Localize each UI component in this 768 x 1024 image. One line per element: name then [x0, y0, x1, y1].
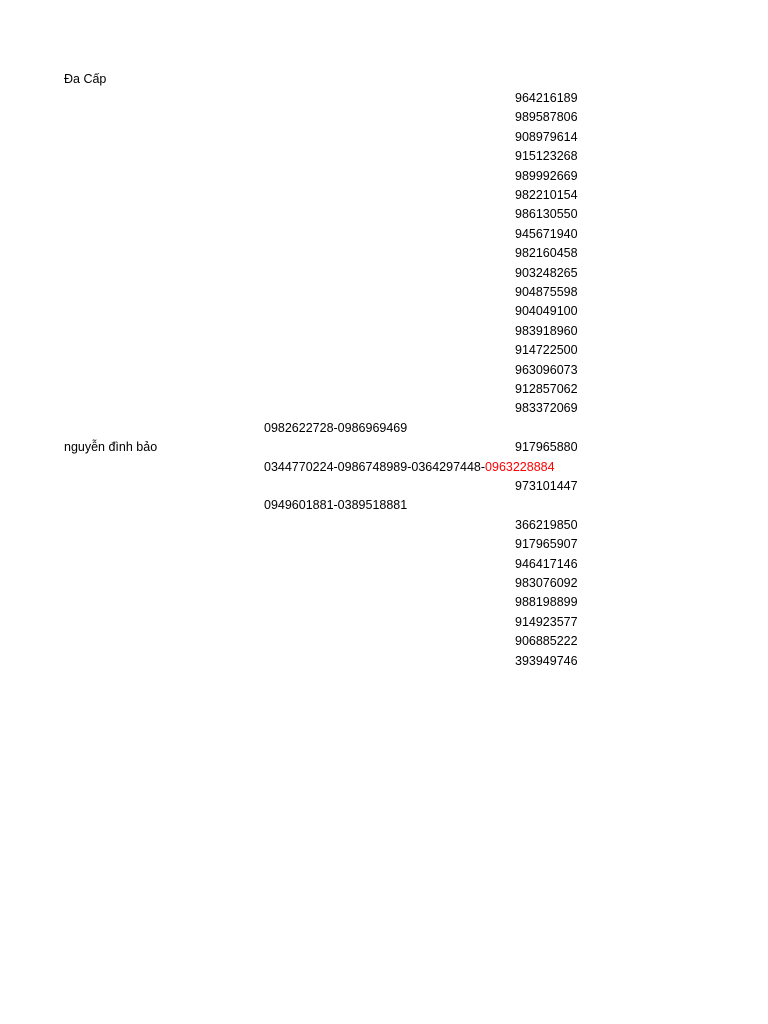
- number-cell: 914722500: [515, 343, 578, 358]
- number-cell: 983918960: [515, 323, 578, 338]
- number-cell: 912857062: [515, 382, 578, 396]
- sheet-row: [0, 477, 768, 496]
- sheet-row: [0, 361, 768, 380]
- number-cell: 903248265: [515, 265, 578, 280]
- number-cell: 988198899: [515, 595, 578, 610]
- sheet-row: [0, 186, 768, 205]
- number-cell: 989587806: [515, 110, 578, 125]
- sheet-row: [0, 496, 768, 515]
- sheet-row: [0, 632, 768, 651]
- highlighted-phone: 0963228884: [485, 459, 555, 474]
- sheet-row: [0, 70, 768, 89]
- number-cell: 904875598: [515, 285, 578, 299]
- sheet-row: [0, 613, 768, 632]
- sheet-row: [0, 438, 768, 457]
- number-cell: 963096073: [515, 362, 578, 377]
- number-cell: 946417146: [515, 556, 578, 571]
- number-cell: 904049100: [515, 304, 578, 319]
- sheet-row: [0, 399, 768, 418]
- sheet-row: [0, 341, 768, 360]
- sheet-row: [0, 380, 768, 399]
- number-cell: 973101447: [515, 479, 578, 493]
- sheet-row: [0, 264, 768, 283]
- number-cell: 964216189: [515, 91, 578, 105]
- sheet-row: [0, 322, 768, 341]
- sheet-row: [0, 593, 768, 612]
- number-cell: 915123268: [515, 149, 578, 164]
- sheet-row: [0, 516, 768, 535]
- number-cell: 983372069: [515, 401, 578, 416]
- number-cell: 983076092: [515, 576, 578, 590]
- number-cell: 989992669: [515, 168, 578, 183]
- sheet-row: [0, 205, 768, 224]
- sheet-row: [0, 302, 768, 321]
- phone-group-text: 0344770224-0986748989-0364297448-: [264, 459, 486, 474]
- sheet-row: [0, 458, 768, 477]
- sheet-row: [0, 167, 768, 186]
- sheet-row: [0, 555, 768, 574]
- sheet-row: [0, 244, 768, 263]
- number-cell: 393949746: [515, 653, 578, 668]
- number-cell: 986130550: [515, 207, 578, 222]
- sheet-row: [0, 225, 768, 244]
- number-cell: 982210154: [515, 188, 578, 202]
- sheet-row: [0, 108, 768, 127]
- number-cell: 366219850: [515, 517, 578, 532]
- name-label: nguyễn đình bảo: [64, 440, 158, 455]
- phone-group-cell: [264, 458, 555, 477]
- sheet-row: [0, 89, 768, 108]
- phone-group-cell: 0982622728-0986969469: [264, 420, 408, 435]
- sheet-row: [0, 419, 768, 438]
- number-cell: 945671940: [515, 226, 578, 241]
- sheet-row: [0, 574, 768, 593]
- header-label: Đa Cấp: [64, 71, 107, 86]
- sheet-row: [0, 128, 768, 147]
- sheet-row: [0, 283, 768, 302]
- number-cell: 906885222: [515, 634, 578, 649]
- phone-group-cell: 0949601881-0389518881: [264, 498, 408, 513]
- sheet-row: [0, 147, 768, 166]
- number-cell: 914923577: [515, 614, 578, 629]
- sheet-row: [0, 535, 768, 554]
- number-cell: 982160458: [515, 246, 578, 261]
- number-cell: 908979614: [515, 129, 578, 144]
- number-cell: 917965907: [515, 537, 578, 552]
- number-cell: 917965880: [515, 440, 578, 455]
- sheet-row: [0, 652, 768, 671]
